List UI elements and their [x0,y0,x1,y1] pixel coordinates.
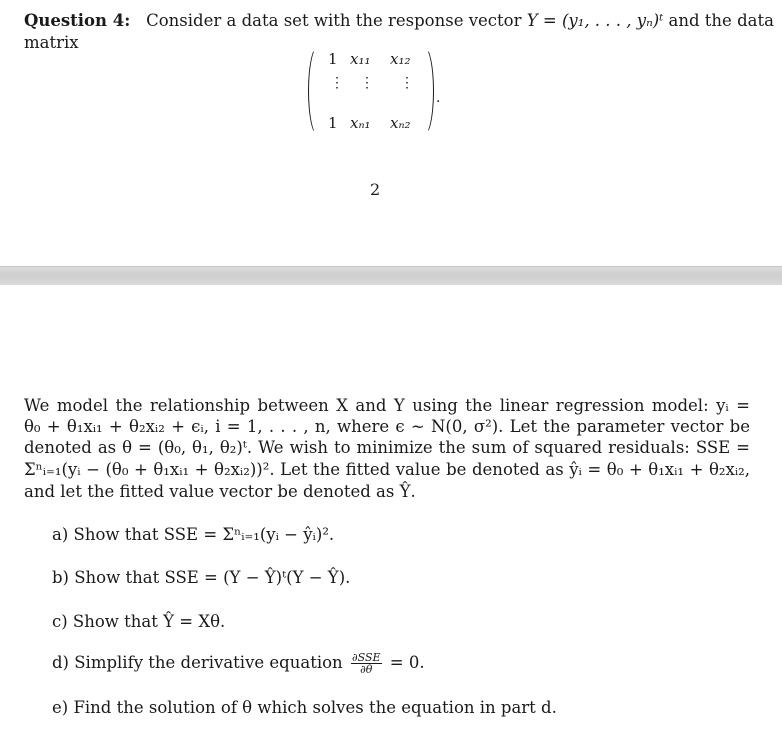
part-d-tail: = 0. [389,653,425,672]
fraction-denominator: ∂θ [360,663,373,676]
part-b: b) Show that SSE = (Y − Ŷ)ᵗ(Y − Ŷ). [52,568,351,587]
fraction-numerator: ∂SSE [351,651,381,664]
matrix-cell: x₁₁ [350,50,371,68]
left-paren [308,46,328,136]
matrix-cell: xₙ₂ [390,114,411,132]
body-line-4: Σⁿᵢ₌₁(yᵢ − (θ₀ + θ₁xᵢ₁ + θ₂xᵢ₂))². Let the fitted value be denoted as ŷᵢ = θ₀ + θ₁xᵢ₁ + θ₂xᵢ₂, [24,460,750,479]
matrix-period: . [436,90,441,106]
part-c: c) Show that Ŷ = Xθ. [52,612,226,631]
page-separator [0,266,782,286]
question-line-1 [24,10,774,31]
body-line-5: and let the fitted value vector be denoted as Ŷ. [24,482,416,501]
page-number: 2 [370,180,381,199]
part-a: a) Show that SSE = Σⁿᵢ₌₁(yᵢ − ŷᵢ)². [52,525,335,544]
matrix-dots: ⋮ [360,75,374,91]
matrix-cell: 1 [328,114,338,132]
question-intro: Consider a data set with the response vector [146,11,522,30]
body-line-2: θ₀ + θ₁xᵢ₁ + θ₂xᵢ₂ + ϵᵢ, i = 1, . . . , n, where ϵ ~ N(0, σ²). Let the parameter vector be [24,417,750,436]
derivative-fraction [351,652,382,675]
matrix-dots: ⋮ [400,75,414,91]
body-line-1: We model the relationship between X and Y using the linear regression model: yᵢ = [24,396,750,415]
right-paren [414,46,434,136]
part-e: e) Find the solution of θ which solves the equation in part d. [52,698,557,717]
body-line-3: denoted as θ = (θ₀, θ₁, θ₂)ᵗ. We wish to minimize the sum of squared residuals: SSE = [24,438,750,457]
data-matrix [308,44,448,136]
matrix-cell: xₙ₁ [350,114,371,132]
matrix-cell: x₁₂ [390,50,411,68]
question-intro-tail: and the data [668,11,774,30]
question-label: Question 4: [24,11,131,30]
response-vector: Y = (y₁, . . . , yₙ)ᵗ [526,11,664,30]
question-line-2: matrix [24,33,79,52]
part-d [52,652,425,675]
matrix-dots: ⋮ [330,75,344,91]
matrix-cell: 1 [328,50,338,68]
part-d-text: d) Simplify the derivative equation [52,653,343,672]
page-top [0,0,782,266]
